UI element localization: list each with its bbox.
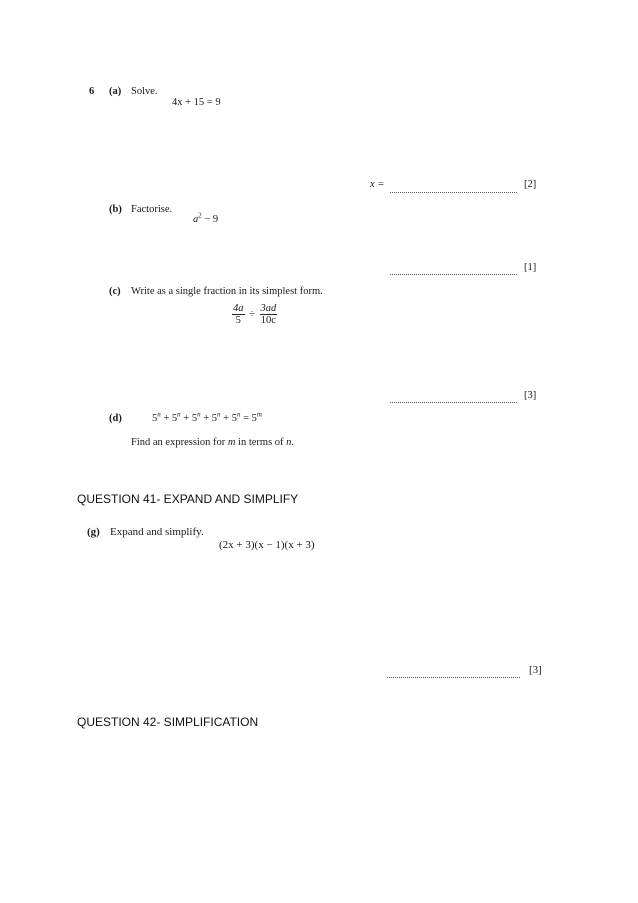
question-41-heading: QUESTION 41- EXPAND AND SIMPLIFY [77, 492, 299, 506]
fraction-1 [232, 303, 245, 326]
question-42-heading: QUESTION 42- SIMPLIFICATION [77, 715, 259, 729]
part-g-answer-line[interactable] [387, 665, 520, 683]
fraction-2 [260, 303, 278, 326]
expr-base: a [193, 214, 199, 225]
part-c-marks: [3] [524, 390, 537, 401]
part-d-equation: $5^n + 5^n + 5^n + 5^n + 5^n = 5^m$ [152, 410, 262, 424]
part-b-expression [193, 211, 219, 225]
part-a-marks: [2] [524, 179, 537, 190]
part-a-instruction: Solve. [131, 86, 158, 97]
expr-rest: − 9 [201, 214, 219, 225]
division-operator: ÷ [249, 309, 255, 320]
part-d-instruction: Find an expression for m in terms of n. [131, 437, 295, 448]
part-c-answer-line[interactable] [390, 390, 517, 408]
part-c-label: (c) [109, 286, 121, 297]
part-b-label: (b) [109, 204, 122, 215]
part-a-label: (a) [109, 86, 122, 97]
part-a-equation: 4x + 15 = 9 [172, 97, 221, 108]
part-g-instruction: Expand and simplify. [110, 526, 204, 538]
part-g-expression: (2x + 3)(x − 1)(x + 3) [219, 539, 315, 551]
fraction-2-denominator: 10c [260, 315, 276, 326]
part-a-answer-prefix: x = [370, 179, 385, 190]
part-g-label: (g) [87, 526, 100, 538]
part-d-label: (d) [109, 413, 122, 424]
part-a-answer-line[interactable] [390, 180, 517, 198]
part-b-instruction: Factorise. [131, 204, 173, 215]
part-c-instruction: Write as a single fraction in its simplest form. [131, 286, 323, 297]
fraction-1-denominator: 5 [235, 315, 241, 326]
part-b-answer-line[interactable] [390, 262, 517, 280]
fraction-2-numerator: 3ad [260, 303, 277, 314]
question-number: 6 [89, 86, 95, 97]
part-c-expression [232, 303, 277, 326]
part-g-marks: [3] [529, 664, 542, 676]
part-b-marks: [1] [524, 262, 537, 273]
expr-exponent: 2 [198, 211, 202, 220]
fraction-1-numerator: 4a [233, 303, 244, 314]
